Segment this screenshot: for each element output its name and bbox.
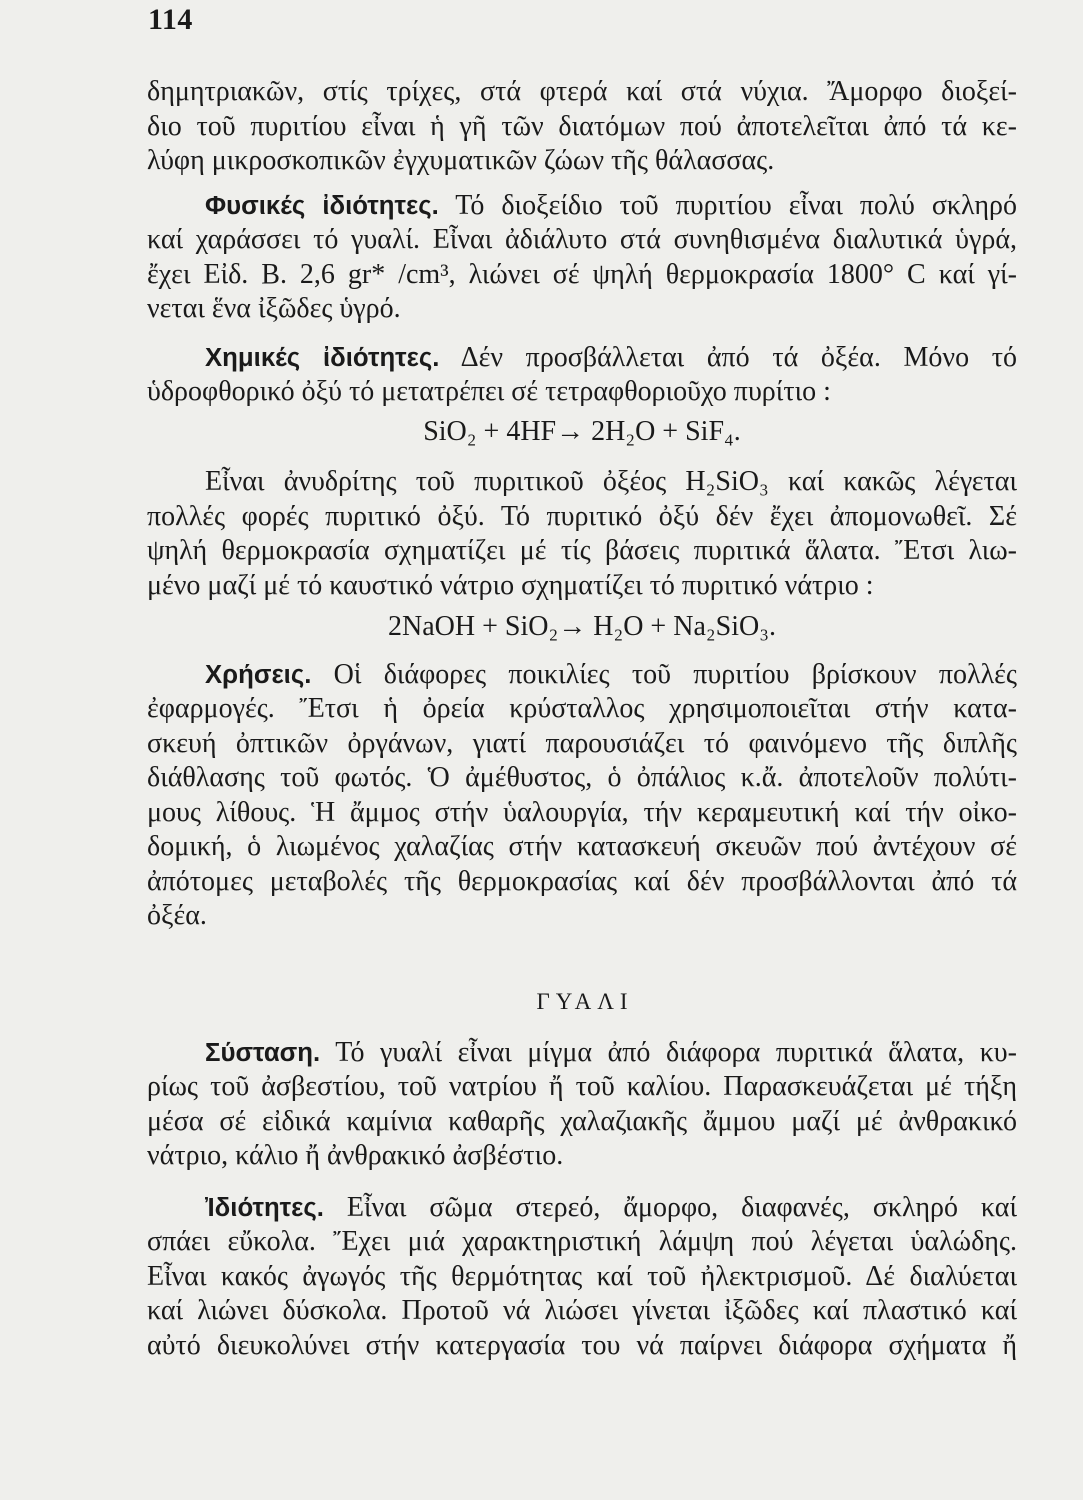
text-line-content: Δέν προσβάλλεται ἀπό τά ὀξέα. Μόνο τό	[460, 341, 1017, 373]
text-line-content: Τό διοξείδιο τοῦ πυριτίου εἶναι πολύ σκληρό	[455, 189, 1017, 221]
text-line: καί χαράσσει τό γυαλί. Εἶναι ἀδιάλυτο στά συνηθισμένα διαλυτικά ὑγρά,	[147, 224, 1017, 255]
text-line: δημητριακῶν, στίς τρίχες, στά φτερά καί στά νύχια. Ἄμορφο διοξεί-	[147, 76, 1017, 107]
text-line: νάτριο, κάλιο ἤ ἀνθρακικό ἀσβέστιο.	[147, 1140, 564, 1171]
text-line: καί λιώνει δύσκολα. Προτοῦ νά λιώσει γίνεται ἰξῶδες καί πλαστικό καί	[147, 1295, 1017, 1326]
text-line: διο τοῦ πυριτίου εἶναι ἡ γῆ τῶν διατόμων πού ἀποτελεῖται ἀπό τά κε-	[147, 110, 1017, 142]
text-line: μους λίθους. Ἡ ἄμμος στήν ὑαλουργία, τήν κεραμευτική καί τήν οἰκο-	[147, 796, 1017, 828]
text-line: Εἶναι κακός ἀγωγός τῆς θερμότητας καί τοῦ ἠλεκτρισμοῦ. Δέ διαλύεται	[147, 1260, 1017, 1292]
text-line: μέσα σέ εἰδικά καμίνια καθαρῆς χαλαζιακῆς ἄμμου μαζί μέ ἀνθρακικό	[147, 1105, 1017, 1137]
text-line: αὐτό διευκολύνει στήν κατεργασία του νά παίρνει διάφορα σχήματα ἤ	[147, 1329, 1017, 1361]
paragraph-glass-properties	[147, 1191, 1017, 1364]
text-block	[147, 75, 1017, 1363]
text-line: δομική, ὁ λιωμένος χαλαζίας στήν κατασκευή σκευῶν πού ἀντέχουν σέ	[147, 831, 1017, 862]
text-line: ψηλή θερμοκρασία σχηματίζει μέ τίς βάσεις πυριτικά ἅλατα. Ἔτσι λιω-	[147, 535, 1017, 566]
text-line	[147, 1191, 1017, 1226]
subheading-uses: Χρήσεις.	[205, 660, 312, 689]
text-line: ἔχει Εἰδ. Β. 2,6 gr* /cm³, λιώνει σέ ψηλή θερμοκρασία 1800° C καί γί-	[147, 258, 1017, 290]
text-line-content: Οἱ διάφορες ποικιλίες τοῦ πυριτίου βρίσκουν πολλές	[333, 658, 1017, 690]
page-number: 114	[148, 3, 193, 36]
text-line: μένο μαζί μέ τό καυστικό νάτριο σχηματίζει τό πυριτικό νάτριο :	[147, 569, 874, 601]
text-line: διάθλασης τοῦ φωτός. Ὁ ἀμέθυστος, ὁ ὀπάλιος κ.ἄ. ἀποτελοῦν πολύτι-	[147, 762, 1017, 793]
text-line: ἐφαρμογές. Ἔτσι ἡ ὀρεία κρύσταλλος χρησιμοποιεῖται στήν κατα-	[147, 693, 1017, 724]
text-line: ἀπότομες μεταβολές τῆς θερμοκρασίας καί δέν προσβάλλονται ἀπό τά	[147, 865, 1017, 897]
subheading-chemical-properties: Χημικές ἰδιότητες.	[205, 343, 440, 372]
text-line: ὑδροφθορικό ὀξύ τό μετατρέπει σέ τετραφθοριοῦχο πυρίτιο :	[147, 376, 831, 407]
subheading-composition: Σύσταση.	[205, 1038, 321, 1067]
paragraph-uses	[147, 658, 1017, 934]
text-line	[147, 1036, 1017, 1071]
text-line: σκευή ὀπτικῶν ὀργάνων, γιατί παρουσιάζει τό φαινόμενο τῆς διπλῆς	[147, 727, 1017, 759]
text-line: πολλές φορές πυριτικό ὀξύ. Τό πυριτικό ὀξύ δέν ἔχει ἀπομονωθεῖ. Σέ	[147, 500, 1017, 532]
chemical-equation-silica-naoh: 2NaOH + SiO₂→ H₂O + Na₂SiO₃.	[388, 611, 776, 642]
text-line: νεται ἕνα ἰξῶδες ὑγρό.	[147, 293, 401, 324]
paragraph-physical-properties	[147, 189, 1017, 327]
text-line: λύφη μικροσκοπικῶν ἐγχυματικῶν ζώων τῆς θάλασσας.	[147, 145, 775, 176]
paragraph-chemical-properties	[147, 341, 1017, 410]
text-line-content: Εἶναι σῶμα στερεό, ἄμορφο, διαφανές, σκληρό καί	[346, 1191, 1017, 1223]
paragraph-silicic-anhydride	[147, 465, 1017, 603]
text-line	[147, 658, 1017, 693]
subheading-properties: Ἰδιότητες.	[205, 1193, 324, 1222]
text-line: σπάει εὔκολα. Ἔχει μιά χαρακτηριστική λάμψη πού λέγεται ὑαλώδης.	[147, 1226, 1017, 1257]
section-title-glass: ΓΥΑΛΙ	[536, 988, 634, 1014]
chemical-equation-silica-hf: SiO₂ + 4HF→ 2H₂O + SiF₄.	[423, 415, 741, 447]
paragraph-glass-composition	[147, 1036, 1017, 1174]
paragraph-silica-occurrence	[147, 75, 1017, 179]
text-line: Εἶναι ἀνυδρίτης τοῦ πυριτικοῦ ὀξέος H₂SiO₃ καί κακῶς λέγεται	[205, 466, 1017, 497]
text-line	[147, 189, 1017, 224]
text-line: ὀξέα.	[147, 900, 207, 931]
text-line-content: Τό γυαλί εἶναι μίγμα ἀπό διάφορα πυριτικά ἅλατα, κυ-	[335, 1036, 1017, 1068]
subheading-physical-properties: Φυσικές ἰδιότητες.	[205, 191, 439, 220]
text-line	[147, 341, 1017, 376]
text-line: ρίως τοῦ ἀσβεστίου, τοῦ νατρίου ἤ τοῦ καλίου. Παρασκευάζεται μέ τήξη	[147, 1071, 1017, 1102]
